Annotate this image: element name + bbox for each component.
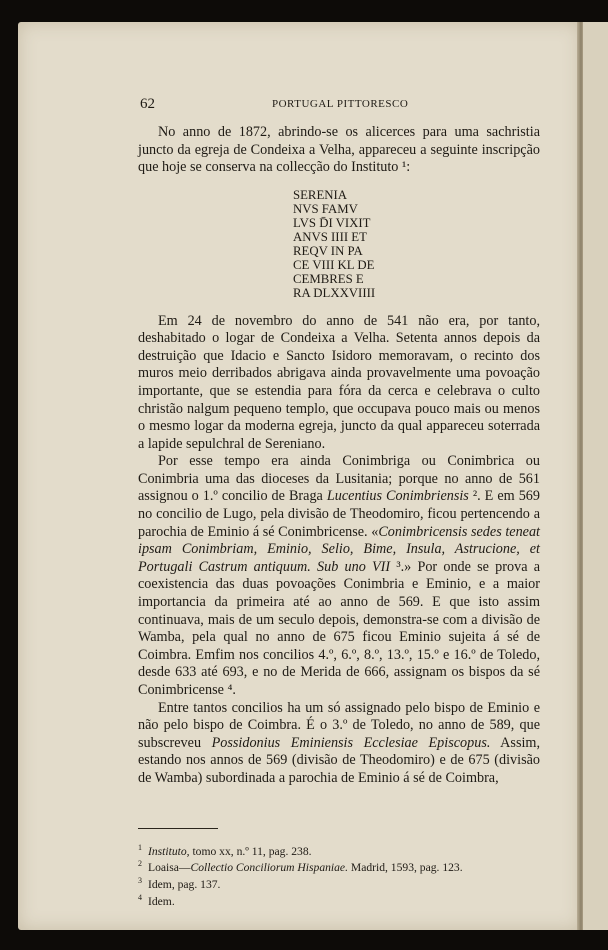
running-head: PORTUGAL PITTORESCO: [272, 98, 409, 110]
paragraph-1: No anno de 1872, abrindo-se os alicerces para uma sachristia juncto da egreja de Condeixa a Velha, appareceu a seguinte inscripção que hoje se conserva na collecção do Instituto ¹:: [138, 124, 540, 176]
paragraph-3: [138, 453, 540, 699]
footnote-text: tomo xx, n.º 11, pag. 238.: [189, 844, 312, 858]
inscription-line: CE VIII KL DE: [293, 258, 375, 273]
footnote-text: Madrid, 1593, pag. 123.: [347, 861, 463, 875]
inscription-line: SERENIA: [293, 187, 348, 202]
paragraph-3-text: ². E em 569 no concilio de Lugo, pela divisão de Theodomiro, ficou pertencendo a parochia de Eminio á sé Conimbricense. «: [138, 488, 540, 540]
footnote-italic: Instituto,: [148, 844, 190, 858]
paragraph-4: [138, 700, 540, 788]
footnote-text: Idem, pag. 137.: [148, 878, 221, 892]
footnote: [138, 874, 540, 891]
inscription-line: REQV IN PA: [293, 244, 363, 259]
footnote-italic: Collectio Conciliorum Hispaniae.: [190, 861, 348, 875]
paragraph-3-text: ³.» Por onde se prova a coexistencia das duas povoações Conimbria e Eminio, e a maior importancia da primeira até ao anno de 569. E que isto assim continuava, mais de um seculo depois, demonstra-se com a divisão de Wamba, pela qual no anno de 675 ficou Eminio sujeita á sé de Coimbra. Emfim nos concilios 4.º, 6.º, 8.º, 13.º, 15.º e 16.º de Toledo, desde 633 até 693, e no de Merida de 666, assignam os bispos da sé Conimbricense ⁴.: [138, 558, 540, 698]
footnote-mark: 1: [138, 842, 142, 852]
paragraph-2: Em 24 de novembro do anno de 541 não era, por tanto, deshabitado o logar de Condeixa a Velha. Setenta annos depois da destruição que Idacio e Sancto Isidoro memoravam, o recinto dos muros meio derribados abrigava ainda provavelmente uma povoação importante, que se estendia para fóra da cerca e celebrava o culto christão nalgum pequeno templo, que occupava pouco mais ou menos o mesmo logar da moderna egreja, juncto da qual appareceu soterrada a lapide sepulchral de Sereniano.: [138, 312, 540, 452]
inscription-line: ANVS IIII ET: [293, 230, 367, 245]
inscription-line: NVS FAMV: [293, 201, 358, 216]
inscription: [293, 188, 540, 301]
page-body: [138, 124, 540, 908]
paragraph-4-text: Assim, estando nos annos de 569 (divisão de Theodomiro) e de 675 (divisão de Wamba) subordinada a parochia de Eminio á sé de Coimbra,: [138, 734, 540, 786]
paragraph-3-quote: Conimbricensis sedes teneat ipsam Conimbriam, Eminio, Selio, Bime, Insula, Astrucione, et Portugali Castrum antiquum. Sub uno VII: [138, 523, 540, 575]
footnote: [138, 857, 540, 874]
paragraph-3-text: Por esse tempo era ainda Conimbriga ou Conimbrica ou Conimbria uma das dioceses da Lusitania; porque no anno de 561 assignou o 1.º concilio de Braga: [138, 453, 540, 505]
footnote: [138, 891, 540, 908]
footnote-mark: 4: [138, 893, 142, 903]
paragraph-4-italic: Possidonius Eminiensis Ecclesiae Episcopus.: [211, 734, 491, 751]
footnote-rule: [138, 828, 218, 829]
footnotes: [138, 841, 540, 908]
footnote-text: Idem.: [148, 895, 175, 908]
page-header: [140, 96, 540, 114]
footnote-text: Loaisa—: [148, 861, 191, 875]
paragraph-3-italic: Lucentius Conimbriensis: [326, 488, 469, 505]
inscription-line: LVS D̄I VIXIT: [293, 215, 371, 230]
footnote-mark: 3: [138, 876, 142, 886]
paragraph-4-text: Entre tantos concilios ha um só assignado pelo bispo de Eminio e não pelo bispo de Coimbra. É o 3.º de Toledo, no anno de 589, que subscreveu: [138, 699, 540, 751]
facing-page-edge: [583, 22, 608, 930]
inscription-line: RA DLXXVIIII: [293, 286, 376, 301]
footnote: [138, 841, 540, 858]
footnote-mark: 2: [138, 859, 142, 869]
page-number: 62: [140, 96, 155, 112]
inscription-line: CEMBRES E: [293, 272, 364, 287]
